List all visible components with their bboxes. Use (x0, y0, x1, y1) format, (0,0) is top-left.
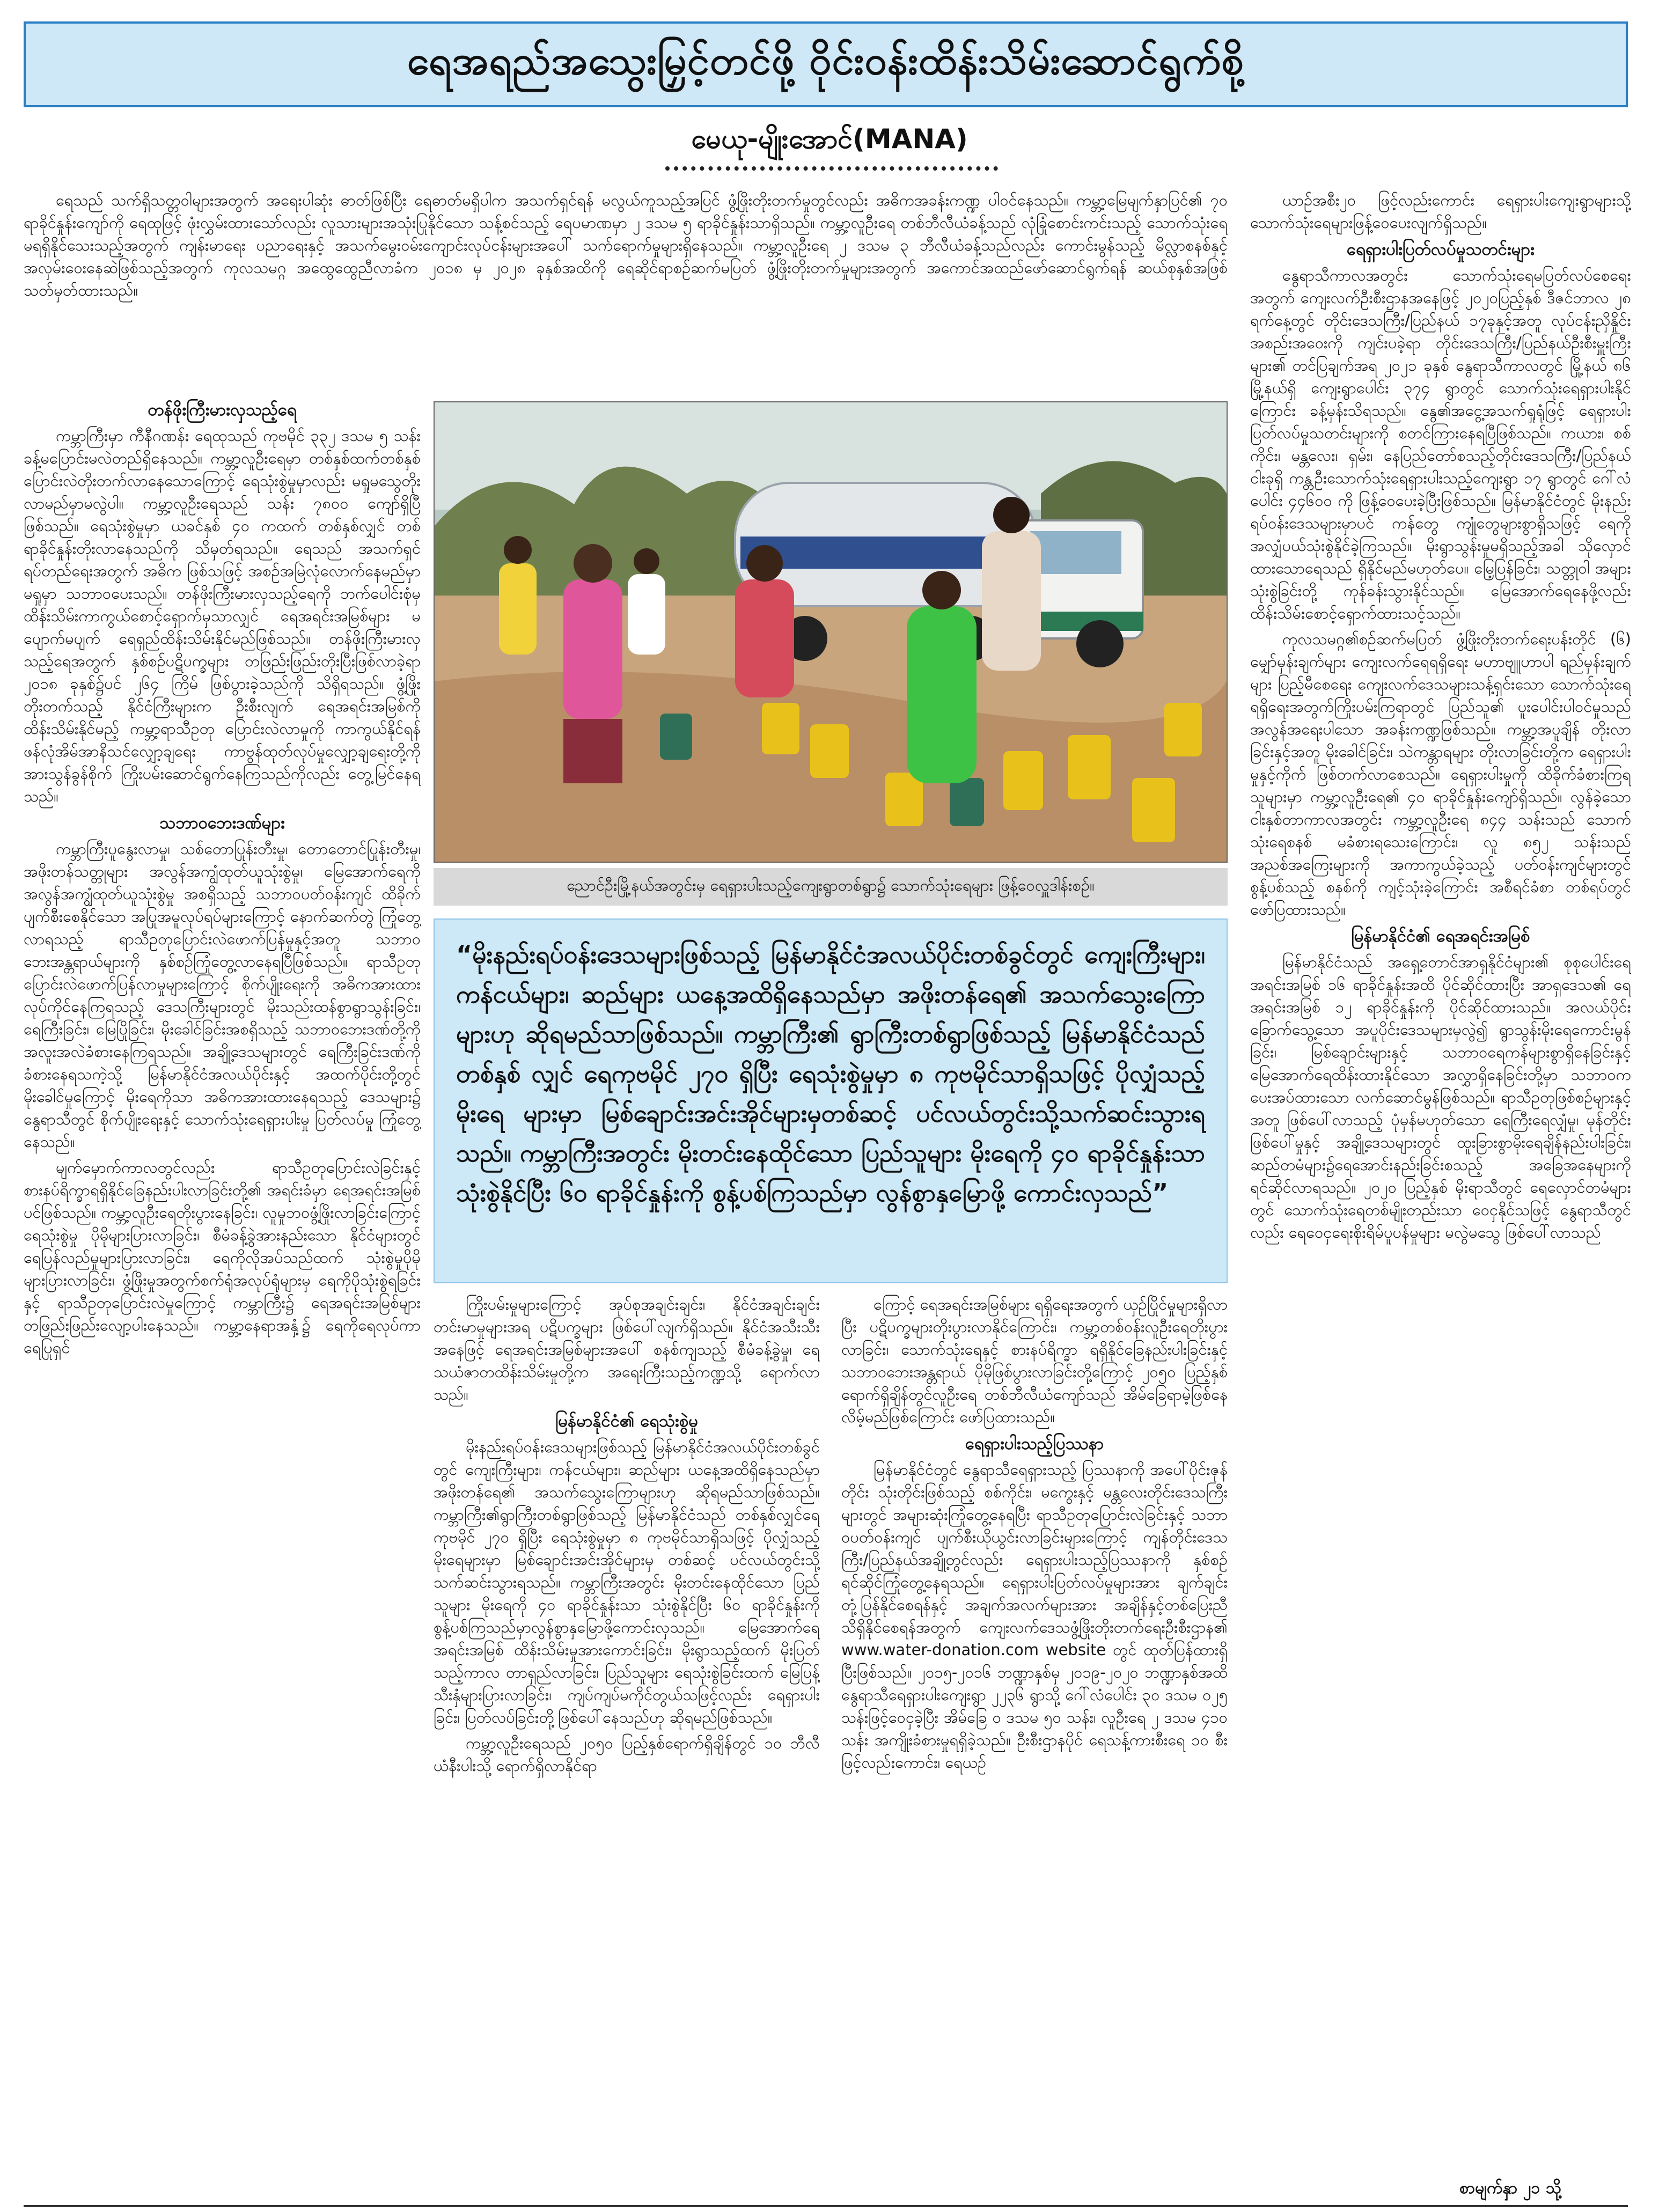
column-4 (1250, 189, 1631, 2174)
subheading-myanmar-water-resources: မြန်မာနိုင်ငံ၏ ရေအရင်းအမြစ် (1351, 927, 1530, 946)
headline-banner (24, 21, 1628, 107)
paragraph: ကုလသမဂ္ဂ၏စဉ်ဆက်မပြတ် ဖွံ့ဖြိုးတိုးတက်ရေးပန်းတိုင် (၆) မျှော်မှန်းချက်များ ကျေးလက်ရေရရှိရေး မဟာဗျူဟာပါ ရည်မှန်းချက်များ ပြည့်မီစေရေး ကျေးလက်ဒေသများသန့်ရှင်းသော သောက်သုံးရေရရှိရေးအတွက်ကြိုးပမ်းကြရာတွင် ပြည်သူ၏ ပူးပေါင်းပါဝင်မှုသည် အလွန်အရေးပါသော အခန်းကဏ္ဍဖြစ်သည်။ ကမ္ဘာ့အပူချိန် တိုးလာခြင်းနှင့်အတူ မိုးခေါင်ခြင်း၊ သဲကန္တာရများ တိုးလာခြင်းတို့က ရေရှားပါးမှုနှင့်ကိုက် ဖြစ်တက်လာစေသည်။ ရေရှားပါးမှုကို ထိခိုက်ခံစားကြရသူများမှာ ကမ္ဘာ့လူဦးရေ၏ ၄၀ ရာခိုင်နှုန်းကျော်ရှိသည်။ လွန်ခဲ့သော ငါးနှစ်တာကာလအတွင်း ကမ္ဘာ့လူဦးရေ ၈၄၄ သန်းသည် သောက်သုံးရေစနစ် မခံစားရသေးကြောင်း၊ လူ ၈၅၂ သန်းသည် အညစ်အကြေးများကို အကာကွယ်ခဲ့သည့် ပတ်ဝန်းကျင်များတွင် စွန့်ပစ်သည့် စနစ်ကို ကျင့်သုံးခဲ့ကြောင်း အစီရင်ခံစာ တစ်ရပ်တွင် ဖော်ပြထားသည်။ (1250, 630, 1631, 918)
paragraph: မိုးနည်းရပ်ဝန်းဒေသများဖြစ်သည့် မြန်မာနိုင်ငံအလယ်ပိုင်းတစ်ခွင်တွင် ကျေးကြီးများ၊ ကန်ငယ်များ၊ ဆည်များ ယနေ့အထိရှိနေသည်မှာ အဖိုးတန်ရေ၏ အသက်သွေးကြောများဟု ဆိုရမည်သာဖြစ်သည်။ ကမ္ဘာကြီး၏ရွာကြီးတစ်ရွာဖြစ်သည့် မြန်မာနိုင်ငံသည် တစ်နှစ်လျှင်ရေကုဗမိုင် ၂၇၀ ရှိပြီး ရေသုံးစွဲမှုမှာ ၈ ကုဗမိုင်သာရှိသဖြင့် ပိုလျှံသည့် မိုးရေများမှာ မြစ်ချောင်းအင်းအိုင်များမှ တစ်ဆင့် ပင်လယ်တွင်းသို့သက်ဆင်းသွားရသည်။ ကမ္ဘာကြီးအတွင်း မိုးတင်းနေထိုင်သော ပြည်သူများ မိုးရေကို ၄၀ ရာခိုင်နှုန်းသာ သုံးစွဲနိုင်ပြီး ၆၀ ရာခိုင်နှုန်းကို စွန့်ပစ်ကြသည်မှာလွန်စွာနှမြောဖို့ကောင်းလှသည်။ မြေအောက်ရေအရင်းအမြစ် ထိန်းသိမ်းမှုအားကောင်းခြင်း၊ မိုးရွာသည့်ထက် မိုးပြတ်သည့်ကာလ တာရှည်လာခြင်း၊ ပြည်သူများ ရေသုံးစွဲခြင်းထက် မြေပြန့်သီးနှံများပြားလာခြင်း၊ ကျပ်ကျပ်မကိုင်တွယ်သဖြင့်လည်း ရေရှားပါးခြင်း၊ ပြတ်လပ်ခြင်းတို့ဖြစ်ပေါ်နေသည်ဟု ဆိုရမည်ဖြစ်သည်။ (434, 1438, 820, 1726)
byline-divider (665, 162, 998, 171)
column-3 (841, 1293, 1228, 2173)
pull-quote: “မိုးနည်းရပ်ဝန်းဒေသများဖြစ်သည့် မြန်မာနိုင်ငံအလယ်ပိုင်းတစ်ခွင်တွင် ကျေးကြီးများ၊ ကန်ငယ်များ၊ ဆည်များ ယနေ့အထိရှိနေသည်မှာ အဖိုးတန်ရေ၏ အသက်သွေးကြောများဟု ဆိုရမည်သာဖြစ်သည်။ ကမ္ဘာကြီး၏ ရွာကြီးတစ်ရွာဖြစ်သည့် မြန်မာနိုင်ငံသည် တစ်နှစ် လျှင် ရေကုဗမိုင် ၂၇၀ ရှိပြီး ရေသုံးစွဲမှုမှာ ၈ ကုဗမိုင်သာရှိသဖြင့် ပိုလျှံသည့် မိုးရေ များမှာ မြစ်ချောင်းအင်းအိုင်များမှတစ်ဆင့် ပင်လယ်တွင်းသို့သက်ဆင်းသွားရသည်။ ကမ္ဘာကြီးအတွင်း မိုးတင်းနေထိုင်သော ပြည်သူများ မိုးရေကို ၄၀ ရာခိုင်နှုန်းသာ သုံးစွဲနိုင်ပြီး ၆၀ ရာခိုင်နှုန်းကို စွန့်ပစ်ကြသည်မှာ လွန်စွာနှမြောဖို့ ကောင်းလှသည်” (434, 918, 1228, 1283)
paragraph: မြန်မာနိုင်ငံသည် အရှေ့တောင်အာရှနိုင်ငံများ၏ စုစုပေါင်းရေအရင်းအမြစ် ၁၆ ရာခိုင်နှုန်းအထိ ပိုင်ဆိုင်ထားပြီး အာရှဒေသ၏ ရေအရင်းအမြစ် ၁၂ ရာခိုင်နှုန်းကို ပိုင်ဆိုင်ထားသည်။ အလယ်ပိုင်းခြောက်သွေ့သော အပူပိုင်းဒေသများမှလွဲ၍ ရွာသွန်းမိုးရေကောင်းမွန်ခြင်း၊ မြစ်ချောင်းများနှင့် သဘာဝရေကန်များစွာရှိနေခြင်းနှင့် မြေအောက်ရေထိန်းထားနိုင်သော အလွှာရှိနေခြင်းတို့မှာ သဘာဝက ပေးအပ်ထားသော လက်ဆောင်မွန်ဖြစ်သည်။ ရာသီဥတုဖြစ်စဉ်များနှင့်အတူ ဖြစ်ပေါ်လာသည့် ပုံမှန်မဟုတ်သော ရေကြီးရေလျှံမှု၊ မုန်တိုင်းဖြစ်ပေါ်မှုနှင့် အချို့ဒေသများတွင် ထူးခြားစွာမိုးရေချိန်နည်းပါးခြင်း၊ ဆည်တမံများ၌ရေအောင်းနည်းခြင်းစသည့် အခြေအနေများကို ရင်ဆိုင်လာရသည်။ ၂၀၂၀ ပြည့်နှစ် မိုးရာသီတွင် ရေလှောင်တမံများတွင် သောက်သုံးရေတစ်မျိုးတည်းသာ ဝေငှနိုင်သဖြင့် နွေရာသီတွင်လည်း ရေဝေငှရေးစိုးရိမ်ပူပန်မှုများ မလွဲမသွေ ဖြစ်ပေါ်လာသည် (1250, 953, 1631, 1241)
paragraph: ကြောင့် ရေအရင်းအမြစ်များ ရရှိရေးအတွက် ယှဉ်ပြိုင်မှုများရှိလာပြီး ပဋိပက္ခများတိုးပွားလာနိုင်ကြောင်း၊ ကမ္ဘာ့တစ်ဝန်းလူဦးရေတိုးပွားလာခြင်း၊ သောက်သုံးရေနှင့် စားနပ်ရိက္ခာ ရရှိနိုင်ခြေနည်းပါးခြင်းနှင့် သဘာဝဘေးအန္တရာယ် ပိုမိုဖြစ်ပွားလာခြင်းတို့ကြောင့် ၂၀၅၀ ပြည့်နှစ် ရောက်ရှိချိန်တွင်လူဦးရေ တစ်ဘီလီယံကျော်သည် အိမ်ခြေရာမဲ့ဖြစ်နေလိမ့်မည်ဖြစ်ကြောင်း ဖော်ပြထားသည်။ (841, 1295, 1228, 1426)
photo-caption: ညောင်ဦးမြို့နယ်အတွင်းမှ ရေရှားပါးသည့်ကျေးရွာတစ်ရွာ၌ သောက်သုံးရေများ ဖြန့်ဝေလှူဒါန်းစဉ်။ (434, 868, 1228, 906)
byline: မေယု-မျိုးအောင်(MANA) (691, 123, 968, 155)
subheading-shortage-news: ရေရှားပါးပြတ်လပ်မှုသတင်းများ (1347, 240, 1535, 259)
subheading-myanmar-water-use: မြန်မာနိုင်ငံ၏ ရေသုံးစွဲမှု (555, 1412, 698, 1431)
lead-paragraph (24, 189, 1228, 387)
bottom-rule (24, 2205, 1628, 2207)
continued-on-page: စာမျက်နှာ ၂၁ သို့ (1459, 2179, 1561, 2198)
paragraph: ကမ္ဘာ့လူဦးရေသည် ၂၀၅၀ ပြည့်နှစ်ရောက်ရှိချိန်တွင် ၁၀ ဘီလီယံနီးပါးသို့ ရောက်ရှိလာနိုင်ရာ (434, 1734, 820, 1775)
photo-illustration (435, 402, 1227, 862)
news-photo-water-distribution (434, 401, 1228, 863)
paragraph: မျက်မှောက်ကာလတွင်လည်း ရာသီဥတုပြောင်းလဲခြင်းနှင့် စားနပ်ရိက္ခာရရှိနိုင်ခြေနည်းပါးလာခြင်းတို့၏ အရင်းခံမှာ ရေအရင်းအမြစ်ပင်ဖြစ်သည်။ ကမ္ဘာ့လူဦးရေတိုးပွားနေခြင်း၊ လူမှုဘဝဖွံ့ဖြိုးလာခြင်းကြောင့် ရေသုံးစွဲမှု ပိုမိုများပြားလာခြင်း၊ စီမံခန့်ခွဲအားနည်းသော နိုင်ငံများတွင်ရေပြန်လည်မှုများပြားလာခြင်း၊ ရေကိုလိုအပ်သည်ထက် သုံးစွဲမှုပိုမိုများပြားလာခြင်း၊ ဖွံ့ဖြိုးမှုအတွက်စက်ရုံအလုပ်ရုံများမှ ရေကိုပိုသုံးစွဲရခြင်းနှင့် ရာသီဥတုပြောင်းလဲမှုကြောင့် ကမ္ဘာကြီး၌ ရေအရင်းအမြစ်များ တဖြည်းဖြည်းလျော့ပါးနေသည်။ ကမ္ဘာ့နေရာအနှံ့၌ ရေကိုရေလုပ်ကာ ရေပြုရှင် (24, 1158, 421, 1357)
column-1 (24, 394, 421, 2176)
paragraph: မြန်မာနိုင်ငံတွင် နွေရာသီရေရှားသည့် ပြဿနာကို အပေါ်ပိုင်းဇုန်တိုင်း သုံးတိုင်းဖြစ်သည့် စစ်ကိုင်း၊ မကွေးနှင့် မန္တလေးတိုင်းဒေသကြီးများတွင် အများဆုံးကြုံတွေ့နေရပြီး ရာသီဥတုပြောင်းလဲခြင်းနှင့် သဘာဝပတ်ဝန်းကျင် ပျက်စီးယိုယွင်းလာခြင်းများကြောင့် ကျန်တိုင်းဒေသကြီး/ပြည်နယ်အချို့တွင်လည်း ရေရှားပါးသည့်ပြဿနာကို နှစ်စဉ်ရင်ဆိုင်ကြုံတွေ့နေရသည်။ ရေရှားပါးပြတ်လပ်မှုများအား ချက်ချင်းတုံ့ပြန်နိုင်စေရန်နှင့် အချက်အလက်များအား အချိန်နှင့်တစ်ပြေးညီ သိရှိနိုင်စေရန်အတွက် ကျေးလက်ဒေသဖွံ့ဖြိုးတိုးတက်ရေးဦးစီးဌာန၏ www.water-donation.com website တွင် ထုတ်ပြန်ထားရှိပြီးဖြစ်သည်။ ၂၀၁၅-၂၀၁၆ ဘဏ္ဍာနှစ်မှ ၂၀၁၉-၂၀၂၀ ဘဏ္ဍာနှစ်အထိ နွေရာသီရေရှားပါးကျေးရွာ ၂၂၃၆ ရွာသို့ ဂေါ်လံပေါင်း ၃၀ ဒသမ ၀၂၅ သန်းဖြင့်ဝေငှခဲ့ပြီး အိမ်ခြေ ၀ ဒသမ ၅၀ သန်း၊ လူဦးရေ ၂ ဒသမ ၄၁၀ သန်း အကျိုးခံစားမှုရရှိခဲ့သည်။ ဦးစီးဌာနပိုင် ရေသန့်ကားစီးရေ ၁၀ စီးဖြင့်လည်းကောင်း၊ ရေယဉ် (841, 1460, 1228, 1772)
paragraph: ကမ္ဘာကြီးပူနွေးလာမှု၊ သစ်တောပြုန်းတီးမှု၊ တောတောင်ပြုန်းတီးမှု၊ အဖိုးတန်သတ္တုများ အလွန်အကျွံထုတ်ယူသုံးစွဲမှု၊ မြေအောက်ရေကို အလွန်အကျွံထုတ်ယူသုံးစွဲမှု အစရှိသည့် သဘာဝပတ်ဝန်းကျင် ထိခိုက်ပျက်စီးစေနိုင်သော အပြုအမူလုပ်ရပ်များကြောင့် နောက်ဆက်တွဲ ကြုံတွေ့လာရသည့် ရာသီဥတုပြောင်းလဲဖောက်ပြန်မှုနှင့်အတူ သဘာဝဘေးအန္တရာယ်များကို နှစ်စဉ်ကြုံတွေ့လာနေရပြီဖြစ်သည်။ ရာသီဥတုပြောင်းလဲဖောက်ပြန်လာမှုများကြောင့် စိုက်ပျိုးရေးကို အဓိကအားထား လုပ်ကိုင်နေကြရသည့် ဒေသကြီးများတွင် မိုးသည်းထန်စွာရွာသွန်းခြင်း၊ ရေကြီးခြင်း၊ မြေပြိုခြင်း၊ မိုးခေါင်ခြင်းအစရှိသည့် သဘာဝဘေးဒဏ်တို့ကို အလူးအလဲခံစားနေကြရသည်။ အချို့ဒေသများတွင် ရေကြီးခြင်းဒဏ်ကို ခံစားနေရသကဲ့သို့ မြန်မာနိုင်ငံအလယ်ပိုင်းနှင့် အထက်ပိုင်းတို့တွင် မိုးခေါင်မှုကြောင့် မိုးရေကိုသာ အဓိကအားထားနေရသည့် ဒေသများ၌ နွေရာသီတွင် စိုက်ပျိုးရေးနှင့် သောက်သုံးရေရှားပါးမှု ပြတ်လပ်မှု ကြုံတွေ့နေသည်။ (24, 840, 421, 1151)
paragraph: ကြိုးပမ်းမှုများကြောင့် အုပ်စုအချင်းချင်း၊ နိုင်ငံအချင်းချင်းတင်းမာမှုများအရ ပဋိပက္ခများ ဖြစ်ပေါ်လျက်ရှိသည်။ နိုင်ငံအသီးသီးအနေဖြင့် ရေအရင်းအမြစ်များအပေါ် စနစ်ကျသည့် စီမံခန့်ခွဲမှု၊ ရေသယံဇာတထိန်းသိမ်းမှုတို့က အရေးကြီးသည့်ကဏ္ဍသို့ ရောက်လာသည်။ (434, 1295, 820, 1403)
subheading-natural-disasters: သဘာဝဘေးဒဏ်များ (159, 813, 285, 833)
column-2 (434, 1293, 820, 2173)
paragraph: နွေရာသီကာလအတွင်း သောက်သုံးရေမပြတ်လပ်စေရေးအတွက် ကျေးလက်ဦးစီးဌာနအနေဖြင့် ၂၀၂၀ပြည့်နှစ် ဒီဇင်ဘာလ ၂၈ ရက်နေ့တွင် တိုင်းဒေသကြီး/ပြည်နယ် ၁၇ခုနှင့်အတူ လုပ်ငန်းညှိနှိုင်းအစည်းအဝေးကို ကျင်းပခဲ့ရာ တိုင်းဒေသကြီး/ပြည်နယ်ဦးစီးမှူးကြီးများ၏ တင်ပြချက်အရ ၂၀၂၁ ခုနှစ် နွေရာသီကာလတွင် မြို့နယ် ၈၆ မြို့နယ်ရှိ ကျေးရွာပေါင်း ၃၇၄ ရွာတွင် သောက်သုံးရေရှားပါးနိုင်ကြောင်း ခန့်မှန်းသိရသည်။ နွေ၏အငွေ့အသက်ရှုရုံဖြင့် ရေရှားပါးပြတ်လပ်မှုသတင်းများကို စတင်ကြားနေရပြီဖြစ်သည်။ ကယား၊ စစ်ကိုင်း၊ မန္တလေး၊ ရှမ်း၊ နေပြည်တော်စသည့်တိုင်းဒေသကြီး/ပြည်နယ်ငါးခုရှိ ကန္တဦးသောက်သုံးရေရှားပါးသည့်ကျေးရွာ ၁၇ ရွာတွင် ဂေါ်လံပေါင်း ၄၄၆၀၀ ကို ဖြန့်ဝေပေးခဲ့ပြီးဖြစ်သည်။ မြန်မာနိုင်ငံတွင် မိုးနည်းရပ်ဝန်းဒေသများမှာပင် ကန်တွေ ကျုံတွေများစွာရှိသဖြင့် ရေကိုအလျှံပယ်သုံးစွဲနိုင်ခဲ့ကြသည်။ မိုးရွာသွန်းမှုမရှိသည့်အခါ သိုလှောင်ထားသောရေသည် ရှိနိုင်မည်မဟုတ်ပေ။ မြေ့ပြန်ခြင်း၊ သတ္တုဝါ အများသုံးစွဲခြင်းတို့ ကုန်ခန်းသွားနိုင်သည်။ မြေအောက်ရေနေဖို့လည်း ထိန်းသိမ်းစောင့်ရှောက်ထားသင့်သည်။ (1250, 266, 1631, 622)
subheading-water-scarcity: ရေရှားပါးသည့်ပြဿနာ (965, 1434, 1104, 1453)
paragraph: ကမ္ဘာကြီးမှာ ကီနီဂဏန်း ရေထုသည် ကုဗမိုင် ၃၃၂ ဒသမ ၅ သန်း ခန့်မပြောင်းမလဲတည်ရှိနေသည်။ ကမ္ဘာ့လူဦးရေမှာ တစ်နှစ်ထက်တစ်နှစ် ပြောင်းလဲတိုးတက်လာနေသောကြောင့် ရေသုံးစွဲမှုမှာလည်း မရှုမသွေတိုးလာမည်မှာမလွဲပါ။ ကမ္ဘာ့လူဦးရေသည် သန်း ၇၈၀၀ ကျော်ရှိပြီ ဖြစ်သည်။ ရေသုံးစွဲမှုမှာ ယခင်နှစ် ၄၀ ကထက် တစ်နှစ်လျှင် တစ်ရာခိုင်နှုန်းတိုးလာနေသည်ကို သိမှတ်ရသည်။ ရေသည် အသက်ရှင်ရပ်တည်ရေးအတွက် အဓိက ဖြစ်သဖြင့် အစဉ်အမြဲလုံလောက်နေမည်မှာ မရှုမှာ သဘာဝပေးသည်။ တန်ဖိုးကြီးမားလှသည့်ရေကို ဘက်ပေါင်းစုံမှ ထိန်းသိမ်းကာကွယ်စောင့်ရှောက်မှသာလျှင် ရေအရင်းအမြစ်များ မပျောက်မပျက် ရေရှည်ထိန်းသိမ်းနိုင်မည်ဖြစ်သည်။ တန်ဖိုးကြီးမားလှသည့်ရေအတွက် နှစ်စဉ်ပဋိပက္ခများ တဖြည်းဖြည်းတိုးပြီးဖြစ်လာခဲ့ရာ ၂၀၁၈ ခုနှစ်၌ပင် ၂၆၄ ကြိမ် ဖြစ်ပွားခဲ့သည်ကို သိရှိရသည်။ ဖွံ့ဖြိုးတိုးတက်သည့် နိုင်ငံကြီးများက ဦးစီးလျက် ရေအရင်းအမြစ်ကို ထိန်းသိမ်းနိုင်မည့် ကမ္ဘာ့ရာသီဥတု ပြောင်းလဲလာမှုကို ကာကွယ်နိုင်ရန် ဖန်လုံအိမ်အာနိသင်လျှော့ချရေး ကာဗွန်ထုတ်လုပ်မှုလျှော့ချရေးတို့ကို အားသွန်ခွန်စိုက် ကြိုးပမ်းဆောင်ရွက်နေကြသည်ကိုလည်း တွေ့မြင်နေရသည်။ (24, 427, 421, 805)
subheading-precious-water: တန်ဖိုးကြီးမားလှသည့်ရေ (148, 400, 297, 420)
paragraph: ယာဉ်အစီး၂၀ ဖြင့်လည်းကောင်း ရေရှားပါးကျေးရွာများသို့ သောက်သုံးရေများဖြန့်ဝေပေးလျက်ရှိသည်။ (1250, 191, 1631, 232)
headline: ရေအရည်အသွေးမြှင့်တင်ဖို့ ဝိုင်းဝန်းထိန်းသိမ်းဆောင်ရွက်စို့ (407, 37, 1245, 84)
lead-text: ရေသည် သက်ရှိသတ္တဝါများအတွက် အရေးပါဆုံး ဓာတ်ဖြစ်ပြီး ရေဓာတ်မရှိပါက အသက်ရှင်ရန် မလွယ်ကူသည့်အပြင် ဖွံ့ဖြိုးတိုးတက်မှုတွင်လည်း အဓိကအခန်းကဏ္ဍ ပါဝင်နေသည်။ ကမ္ဘာ့မြေမျက်နှာပြင်၏ ၇၀ ရာခိုင်နှုန်းကျော်ကို ရေထုဖြင့် ဖုံးလွှမ်းထားသော်လည်း လူသားများအသုံးပြုနိုင်သော သန့်စင်သည့် ရေပမာဏမှာ ၂ ဒသမ ၅ ရာခိုင်နှုန်းသာရှိသည်။ ကမ္ဘာ့လူဦးရေ တစ်ဘီလီယံခန့်သည် လုံခြုံစောင်းကင်းသည့် သောက်သုံးရေ မရရှိနိုင်သေးသည့်အတွက် ကျန်းမာရေး ပညာရေးနှင့် အသက်မွေးဝမ်းကျောင်းလုပ်ငန်းများအပေါ် သက်ရောက်မှုများရှိနေသည်။ ကမ္ဘာ့လူဦးရေ ၂ ဒသမ ၃ ဘီလီယံခန့်သည်လည်း ကောင်းမွန်သည့် မိလ္လာစနစ်နှင့် အလှမ်းဝေးနေဆဲဖြစ်သည့်အတွက် ကုလသမဂ္ဂ အထွေထွေညီလာခံက ၂၀၁၈ မှ ၂၀၂၈ ခုနှစ်အထိကို ရေဆိုင်ရာစဉ်ဆက်မပြတ် ဖွံ့ဖြိုးတိုးတက်မှုများအတွက် အကောင်အထည်ဖော်ဆောင်ရွက်ရန် ဆယ်စုနှစ်အဖြစ် သတ်မှတ်ထားသည်။ (24, 191, 1228, 299)
